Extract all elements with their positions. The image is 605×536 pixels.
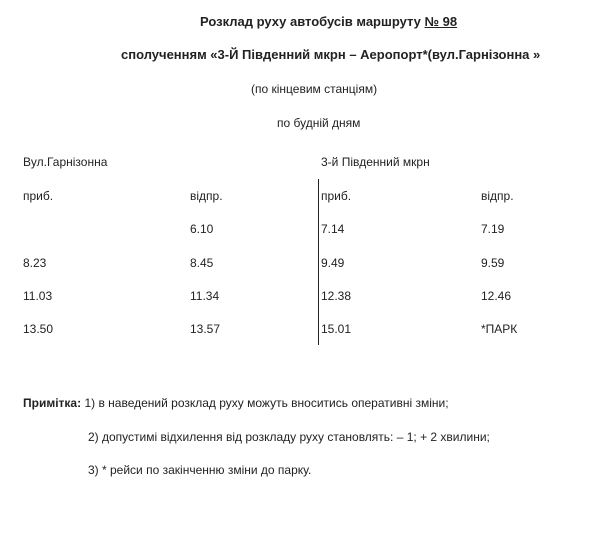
route-number: № 98 xyxy=(424,14,458,29)
right-departure-time: 9.59 xyxy=(481,256,505,270)
note-label: Примітка: xyxy=(23,396,82,410)
days-note: по будній дням xyxy=(277,116,361,130)
right-departure-time: 12.46 xyxy=(481,289,512,303)
left-departure-time: 6.10 xyxy=(190,222,214,236)
route-subtitle: сполученням «3-Й Південний мкрн – Аеропорт*(вул.Гарнізонна » xyxy=(121,47,541,62)
note-line-3: 3) * рейси по закінченню зміни до парку. xyxy=(88,463,312,477)
left-arrival-time: 11.03 xyxy=(23,289,53,303)
left-arrival-time: 8.23 xyxy=(23,256,47,270)
title-prefix: Розклад руху автобусів маршруту xyxy=(200,14,425,29)
right-arrival-time: 7.14 xyxy=(321,222,345,236)
page-title xyxy=(200,14,457,29)
note-1-text: 1) в наведений розклад руху можуть вноситись оперативні зміни; xyxy=(81,396,449,410)
note-line-1 xyxy=(23,396,449,410)
right-departure-time: 7.19 xyxy=(481,222,505,236)
note-line-2: 2) допустимі відхилення від розкладу руху становлять: – 1; + 2 хвилини; xyxy=(88,430,490,444)
left-arrival-time: 13.50 xyxy=(23,322,54,336)
left-departure-time: 8.45 xyxy=(190,256,214,270)
left-departure-header: відпр. xyxy=(190,189,223,203)
left-departure-time: 11.34 xyxy=(190,289,220,303)
right-arrival-time: 12.38 xyxy=(321,289,352,303)
right-arrival-time: 9.49 xyxy=(321,256,345,270)
left-departure-time: 13.57 xyxy=(190,322,221,336)
left-stop-name: Вул.Гарнізонна xyxy=(23,155,108,169)
right-arrival-time: 15.01 xyxy=(321,322,352,336)
right-departure-header: відпр. xyxy=(481,189,514,203)
column-divider xyxy=(318,179,319,345)
right-departure-time: *ПАРК xyxy=(481,322,518,336)
left-arrival-header: приб. xyxy=(23,189,54,203)
stations-note: (по кінцевим станціям) xyxy=(251,82,378,96)
right-arrival-header: приб. xyxy=(321,189,352,203)
right-stop-name: 3-й Південний мкрн xyxy=(321,155,430,169)
